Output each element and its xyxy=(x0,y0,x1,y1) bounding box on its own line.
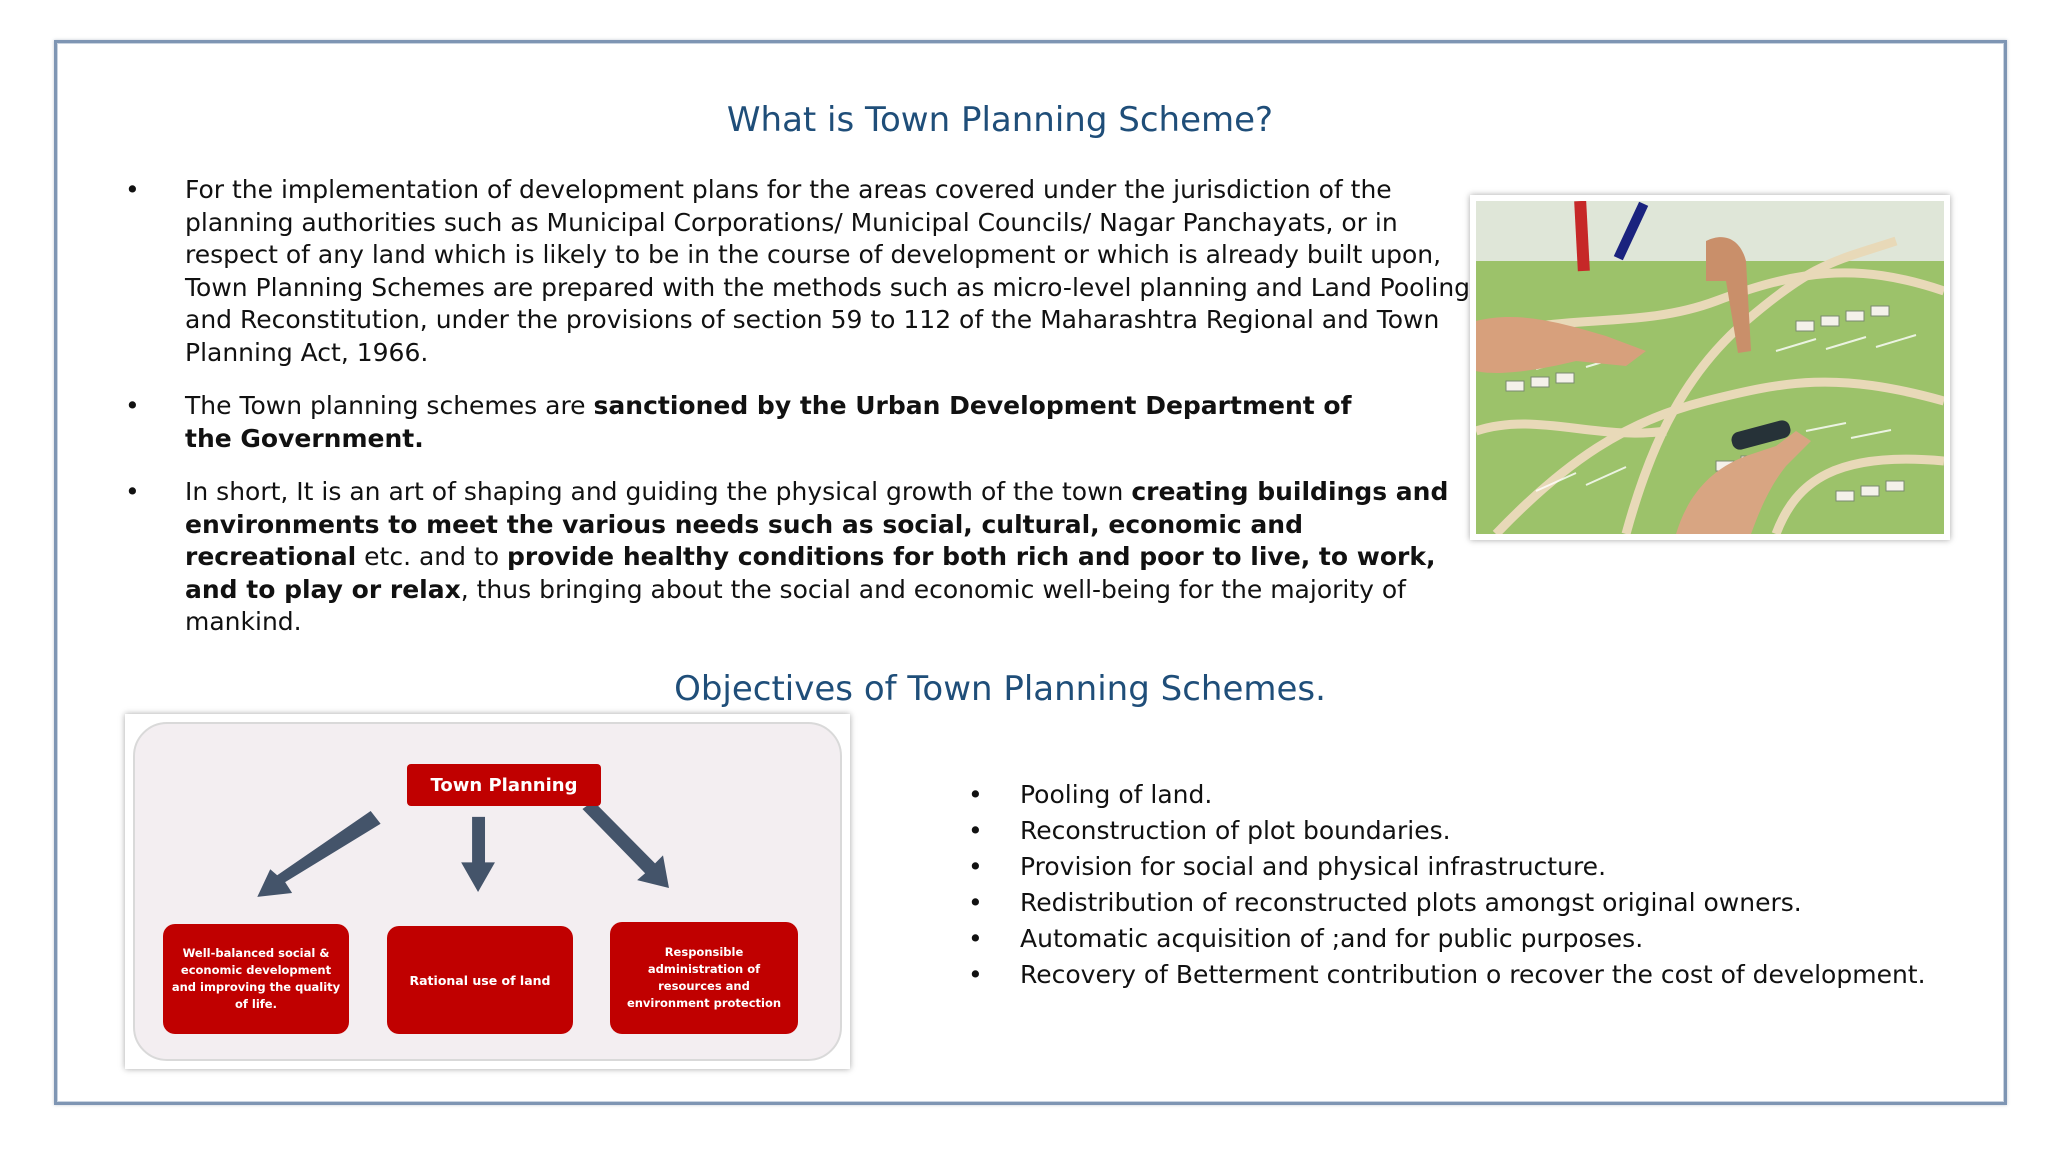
town-plan-photo xyxy=(1470,195,1950,540)
balanced-development-box: Well-balanced social & economic development and improving the quality of life. xyxy=(163,924,349,1034)
arrow-down-right-icon xyxy=(582,801,669,888)
list-item: • Redistribution of reconstructed plots amongst original owners. xyxy=(968,885,1926,921)
town-planning-diagram xyxy=(125,714,850,1069)
bullet-marker: • xyxy=(968,924,983,953)
summary-text-2: etc. and to xyxy=(356,542,507,571)
town-planning-box: Town Planning xyxy=(407,764,601,806)
summary-text-3: , thus bringing about the social and economic well-being for the majority of mankind. xyxy=(185,574,1406,636)
bullet-marker: • xyxy=(968,816,983,845)
bullet-marker: • xyxy=(125,391,140,420)
rational-land-use-box: Rational use of land xyxy=(387,926,573,1034)
bullet-marker: • xyxy=(125,175,140,204)
sanction-text: The Town planning schemes are xyxy=(185,391,594,420)
objectives-list xyxy=(968,777,1926,993)
list-item: • Provision for social and physical infrastructure. xyxy=(968,849,1926,885)
resource-administration-box: Responsible administration of resources and environment protection xyxy=(610,922,798,1034)
summary-text-1: In short, It is an art of shaping and guiding the physical growth of the town xyxy=(185,477,1132,506)
arrow-down-left-icon xyxy=(257,811,380,897)
bullet-marker: • xyxy=(125,477,140,506)
bullet-marker: • xyxy=(968,888,983,917)
list-item: • Reconstruction of plot boundaries. xyxy=(968,813,1926,849)
bullet-marker: • xyxy=(968,852,983,881)
bullet-marker: • xyxy=(968,960,983,989)
list-item: • Automatic acquisition of ;and for public purposes. xyxy=(968,921,1926,957)
objectives-title: Objectives of Town Planning Schemes. xyxy=(674,669,1326,709)
sanction-bold-text: sanctioned by the Urban Development Department of the Government. xyxy=(185,391,1352,453)
bullet-marker: • xyxy=(968,780,983,809)
list-item: • Pooling of land. xyxy=(968,777,1926,813)
definition-text: For the implementation of development plans for the areas covered under the jurisdiction of the planning authorities such as Municipal Corporations/ Municipal Councils/ Nagar Panchayats, or in respect of any land which is likely to be in the course of development or which is already built upon, Town Planning Schemes are prepared with the methods such as micro-level planning and Land Pooling and Reconstitution, under the provisions of section 59 to 112 of the Maharashtra Regional and Town Planning Act, 1966. xyxy=(185,175,1471,367)
summary-bold-1: creating buildings and environments to meet the various needs such as social, cultural, economic and recreational xyxy=(185,477,1449,571)
town-plan-illustration xyxy=(1476,201,1944,534)
summary-bold-2: provide healthy conditions for both rich and poor to live, to work, and to play or relax xyxy=(185,542,1436,604)
arrow-down-icon xyxy=(461,817,495,892)
list-item: • Recovery of Betterment contribution o recover the cost of development. xyxy=(968,957,1926,993)
page-title: What is Town Planning Scheme? xyxy=(726,100,1274,140)
